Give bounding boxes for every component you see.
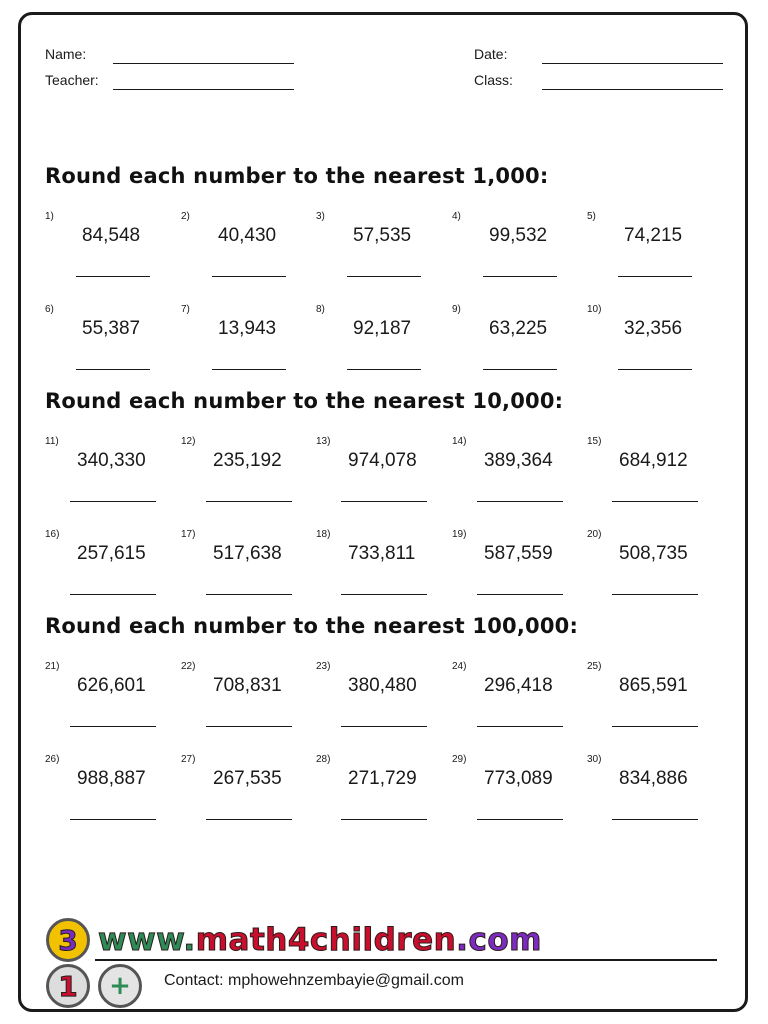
teacher-label: Teacher: xyxy=(45,72,99,88)
problem-item xyxy=(452,661,572,741)
problem-item xyxy=(452,436,572,516)
problem-number: 7) xyxy=(181,304,190,315)
problem-value: 684,912 xyxy=(619,450,688,471)
answer-blank[interactable] xyxy=(341,819,427,820)
problem-number: 24) xyxy=(452,661,467,672)
problem-item xyxy=(452,754,572,834)
problem-number: 12) xyxy=(181,436,196,447)
answer-blank[interactable] xyxy=(70,594,156,595)
problem-number: 5) xyxy=(587,211,596,222)
problem-item xyxy=(45,661,165,741)
answer-blank[interactable] xyxy=(206,594,292,595)
problem-number: 4) xyxy=(452,211,461,222)
problem-number: 25) xyxy=(587,661,602,672)
problem-number: 1) xyxy=(45,211,54,222)
problem-item xyxy=(181,436,301,516)
problem-item xyxy=(452,211,572,291)
problem-value: 84,548 xyxy=(82,225,141,246)
problem-number: 18) xyxy=(316,529,331,540)
problem-number: 16) xyxy=(45,529,60,540)
answer-blank[interactable] xyxy=(483,276,557,277)
problem-value: 40,430 xyxy=(218,225,277,246)
section-title: Round each number to the nearest 1,000: xyxy=(45,164,549,188)
problem-value: 389,364 xyxy=(484,450,553,471)
answer-blank[interactable] xyxy=(341,501,427,502)
problem-item xyxy=(181,754,301,834)
problem-value: 340,330 xyxy=(77,450,146,471)
answer-blank[interactable] xyxy=(70,501,156,502)
problem-number: 14) xyxy=(452,436,467,447)
problem-value: 13,943 xyxy=(218,318,277,339)
problem-item xyxy=(181,529,301,609)
answer-blank[interactable] xyxy=(612,501,698,502)
problem-item xyxy=(452,304,572,384)
problem-value: 380,480 xyxy=(348,675,417,696)
problem-number: 26) xyxy=(45,754,60,765)
problem-value: 517,638 xyxy=(213,543,282,564)
problem-number: 30) xyxy=(587,754,602,765)
problem-item xyxy=(181,304,301,384)
problem-value: 271,729 xyxy=(348,768,417,789)
problem-value: 32,356 xyxy=(624,318,683,339)
class-field-line xyxy=(542,89,723,90)
problem-number: 6) xyxy=(45,304,54,315)
answer-blank[interactable] xyxy=(477,726,563,727)
problem-item xyxy=(316,754,436,834)
answer-blank[interactable] xyxy=(612,594,698,595)
problem-item xyxy=(45,436,165,516)
date-field-line xyxy=(542,63,723,64)
answer-blank[interactable] xyxy=(206,726,292,727)
class-label: Class: xyxy=(474,72,513,88)
logo-digit-bottom: 1 xyxy=(58,969,78,1003)
problem-number: 19) xyxy=(452,529,467,540)
answer-blank[interactable] xyxy=(212,276,286,277)
problem-number: 3) xyxy=(316,211,325,222)
problem-item xyxy=(45,529,165,609)
answer-blank[interactable] xyxy=(477,819,563,820)
answer-blank[interactable] xyxy=(70,819,156,820)
answer-blank[interactable] xyxy=(483,369,557,370)
problem-number: 17) xyxy=(181,529,196,540)
problem-value: 99,532 xyxy=(489,225,548,246)
problem-value: 508,735 xyxy=(619,543,688,564)
problem-value: 235,192 xyxy=(213,450,282,471)
problem-number: 10) xyxy=(587,304,602,315)
problem-value: 74,215 xyxy=(624,225,683,246)
plus-icon: + xyxy=(109,971,131,1001)
problem-item xyxy=(181,661,301,741)
problem-value: 834,886 xyxy=(619,768,688,789)
problem-item xyxy=(587,754,707,834)
name-label: Name: xyxy=(45,46,87,62)
problem-item xyxy=(587,529,707,609)
problem-item xyxy=(587,304,707,384)
problem-value: 57,535 xyxy=(353,225,412,246)
problem-item xyxy=(316,211,436,291)
teacher-field-line xyxy=(113,89,294,90)
answer-blank[interactable] xyxy=(206,819,292,820)
problem-item xyxy=(181,211,301,291)
site-tld: .com xyxy=(456,922,542,958)
problem-value: 708,831 xyxy=(213,675,282,696)
problem-number: 27) xyxy=(181,754,196,765)
problem-item xyxy=(316,529,436,609)
problem-number: 9) xyxy=(452,304,461,315)
problem-item xyxy=(316,304,436,384)
problem-number: 11) xyxy=(45,436,59,447)
date-label: Date: xyxy=(474,46,508,62)
logo-digit-top: 3 xyxy=(58,923,78,957)
section-title: Round each number to the nearest 10,000: xyxy=(45,389,564,413)
answer-blank[interactable] xyxy=(612,819,698,820)
answer-blank[interactable] xyxy=(612,726,698,727)
problem-item xyxy=(45,211,165,291)
logo-ball-plus xyxy=(98,964,142,1008)
problem-value: 55,387 xyxy=(82,318,141,339)
problem-item xyxy=(316,661,436,741)
answer-blank[interactable] xyxy=(347,276,421,277)
problem-item xyxy=(587,436,707,516)
problem-item xyxy=(316,436,436,516)
problem-number: 28) xyxy=(316,754,331,765)
name-field-line xyxy=(113,63,294,64)
problem-item xyxy=(587,661,707,741)
problem-number: 29) xyxy=(452,754,467,765)
problem-item xyxy=(45,304,165,384)
answer-blank[interactable] xyxy=(76,369,150,370)
problem-number: 2) xyxy=(181,211,190,222)
problem-number: 21) xyxy=(45,661,60,672)
site-www: www. xyxy=(98,922,196,958)
problem-value: 626,601 xyxy=(77,675,146,696)
problem-value: 63,225 xyxy=(489,318,548,339)
answer-blank[interactable] xyxy=(76,276,150,277)
answer-blank[interactable] xyxy=(618,369,692,370)
problem-number: 15) xyxy=(587,436,602,447)
answer-blank[interactable] xyxy=(618,276,692,277)
problem-value: 257,615 xyxy=(77,543,146,564)
contact-email: Contact: mphowehnzembayie@gmail.com xyxy=(164,972,464,989)
answer-blank[interactable] xyxy=(477,501,563,502)
site-logo-text xyxy=(98,922,542,958)
problem-item xyxy=(452,529,572,609)
answer-blank[interactable] xyxy=(347,369,421,370)
problem-value: 733,811 xyxy=(348,543,416,564)
answer-blank[interactable] xyxy=(206,501,292,502)
answer-blank[interactable] xyxy=(70,726,156,727)
answer-blank[interactable] xyxy=(477,594,563,595)
problem-value: 296,418 xyxy=(484,675,553,696)
problem-value: 865,591 xyxy=(619,675,688,696)
site-name: math4children xyxy=(195,922,457,958)
problem-value: 974,078 xyxy=(348,450,417,471)
problem-value: 773,089 xyxy=(484,768,553,789)
problem-value: 587,559 xyxy=(484,543,553,564)
answer-blank[interactable] xyxy=(341,594,427,595)
logo-ball-one xyxy=(46,964,90,1008)
problem-value: 92,187 xyxy=(353,318,412,339)
problem-number: 8) xyxy=(316,304,325,315)
section-title: Round each number to the nearest 100,000: xyxy=(45,614,579,638)
answer-blank[interactable] xyxy=(341,726,427,727)
answer-blank[interactable] xyxy=(212,369,286,370)
problem-item xyxy=(587,211,707,291)
problem-number: 13) xyxy=(316,436,331,447)
logo-ball-three xyxy=(46,918,90,962)
problem-number: 22) xyxy=(181,661,196,672)
problem-value: 267,535 xyxy=(213,768,282,789)
problem-number: 23) xyxy=(316,661,331,672)
problem-item xyxy=(45,754,165,834)
problem-value: 988,887 xyxy=(77,768,146,789)
problem-number: 20) xyxy=(587,529,602,540)
footer-divider xyxy=(95,959,717,961)
